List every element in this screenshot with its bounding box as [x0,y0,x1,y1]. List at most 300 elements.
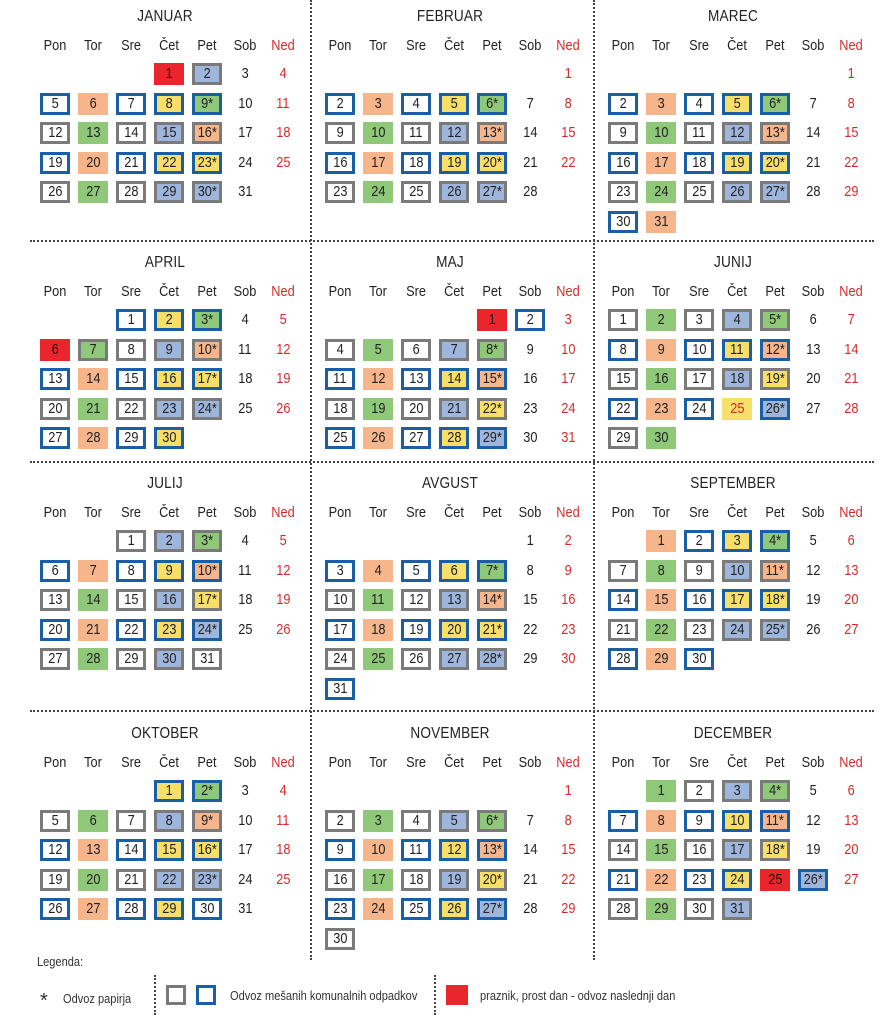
day-header: Pon [611,37,635,54]
month-title: OKTOBER [131,725,199,742]
day-number: 12 [408,591,424,608]
day-cell [230,589,260,611]
day-cell [325,648,355,670]
day-number: 20 [843,841,859,858]
day-cell [684,839,714,861]
day-header: Pet [765,283,785,300]
day-cell [78,839,108,861]
day-number: 21* [482,620,502,638]
day-cell [684,530,714,552]
day-number: 13 [47,370,63,387]
day-cell [154,648,184,670]
day-number: 12 [370,370,386,387]
day-cell [798,530,828,552]
day-cell [553,398,583,420]
day-number: 26 [729,183,745,200]
day-header: Ned [556,37,580,54]
day-header: Tor [84,37,102,54]
day-number: 17* [197,591,217,608]
day-number: 2 [695,782,703,799]
day-cell [154,63,184,85]
holiday-red-box-icon [446,985,468,1005]
day-number: 31 [199,650,215,667]
day-cell [116,648,146,670]
day-cell [608,181,638,203]
day-cell [439,560,469,582]
day-number: 21 [615,620,631,638]
day-number: 2 [165,311,173,328]
day-cell [722,122,752,144]
day-number: 7 [847,311,855,328]
day-cell [684,398,714,420]
day-number: 26 [446,900,462,917]
day-number: 23* [197,153,217,171]
day-cell [477,427,507,449]
day-cell [439,368,469,390]
day-number: 29 [653,650,669,667]
day-number: 11 [238,340,252,358]
day-number: 15 [161,124,177,141]
day-cell [116,339,146,361]
day-number: 20 [85,870,101,888]
day-number: 10 [560,340,576,358]
day-cell [553,619,583,641]
day-number: 22 [123,620,139,638]
day-cell [40,898,70,920]
day-cell [515,648,545,670]
day-number: 11 [409,124,423,141]
day-cell [154,309,184,331]
day-number: 29 [560,900,576,917]
day-number: 2 [564,532,572,549]
day-cell [40,181,70,203]
day-number: 3 [374,94,382,112]
day-cell [646,648,676,670]
day-number: 5 [51,94,59,112]
day-cell [646,93,676,115]
day-number: 5 [279,532,287,549]
day-cell [363,368,393,390]
day-cell [477,398,507,420]
day-number: 29 [161,900,177,917]
day-number: 9 [695,811,703,829]
day-cell [230,398,260,420]
day-cell [798,181,828,203]
day-number: 12 [47,124,63,141]
day-number: 29 [161,183,177,200]
day-number: 15 [560,841,576,858]
day-number: 17 [729,591,745,608]
day-header: Sre [121,283,141,300]
day-number: 24 [332,650,348,667]
day-number: 30 [691,900,707,917]
day-number: 9 [657,340,665,358]
day-cell [230,560,260,582]
day-cell [608,560,638,582]
day-header: Ned [839,754,863,771]
day-cell [78,869,108,891]
day-number: 15 [615,370,631,387]
day-cell [40,869,70,891]
day-cell [477,152,507,174]
day-header: Pet [197,504,217,521]
day-cell [230,93,260,115]
day-number: 4 [374,561,382,579]
day-number: 3 [657,94,665,112]
day-cell [477,309,507,331]
day-cell [401,619,431,641]
day-number: 23 [615,183,631,200]
day-number: 23 [332,183,348,200]
day-cell [477,368,507,390]
day-number: 30 [653,429,669,446]
day-cell [363,427,393,449]
day-number: 19 [446,870,462,888]
day-cell [722,619,752,641]
day-cell [553,839,583,861]
day-number: 16 [653,370,669,387]
day-cell [684,309,714,331]
day-cell [798,589,828,611]
day-number: 28 [522,900,538,917]
day-cell [646,368,676,390]
day-number: 21 [123,153,139,171]
month-title: APRIL [144,254,186,271]
day-cell [608,309,638,331]
day-cell [325,678,355,700]
day-header: Pet [482,754,502,771]
day-number: 11 [730,340,744,358]
day-number: 15* [482,370,502,387]
day-cell [325,122,355,144]
day-cell [78,93,108,115]
day-cell [230,181,260,203]
day-cell [268,839,298,861]
day-cell [836,560,866,582]
day-number: 25 [237,620,253,638]
day-cell [363,589,393,611]
day-number: 4 [279,65,287,82]
day-cell [230,898,260,920]
divider-horizontal-3 [30,710,874,712]
legend-divider-1 [154,975,156,1015]
day-cell [192,810,222,832]
day-cell [78,398,108,420]
day-cell [40,368,70,390]
day-cell [722,93,752,115]
legend-mixed: Odvoz mešanih komunalnih odpadkov [230,988,418,1003]
day-number: 13 [85,841,101,858]
day-number: 17 [370,870,386,888]
day-cell [116,619,146,641]
day-cell [154,619,184,641]
day-cell [325,93,355,115]
day-number: 19 [47,870,63,888]
day-number: 1 [564,65,572,82]
day-cell [836,339,866,361]
day-cell [684,589,714,611]
month-februar [300,8,600,238]
day-number: 24 [237,870,253,888]
day-cell [154,368,184,390]
day-cell [515,339,545,361]
day-cell [268,810,298,832]
day-number: 24 [560,399,576,417]
day-cell [798,619,828,641]
day-cell [646,810,676,832]
day-number: 7 [619,561,627,579]
day-number: 12 [805,811,821,829]
day-header: Pon [43,37,67,54]
day-cell [477,898,507,920]
day-number: 4 [241,532,249,549]
day-cell [268,780,298,802]
day-number: 21 [85,620,101,638]
day-number: 8 [657,561,665,579]
day-cell [477,619,507,641]
day-cell [553,309,583,331]
day-number: 6 [51,561,59,579]
legend-paper [40,986,144,1012]
day-number: 26 [275,620,291,638]
day-number: 16 [560,591,576,608]
day-number: 31 [560,429,576,446]
day-cell [230,780,260,802]
month-julij [15,475,315,705]
day-number: 1 [657,782,665,799]
day-cell [836,93,866,115]
day-cell [722,181,752,203]
day-header: Pet [197,754,217,771]
day-number: 21 [123,870,139,888]
day-cell [116,368,146,390]
day-cell [477,648,507,670]
day-number: 24 [237,153,253,171]
day-number: 27 [85,183,101,200]
day-cell [268,589,298,611]
day-cell [439,810,469,832]
month-title: FEBRUAR [416,8,484,25]
day-cell [553,93,583,115]
day-cell [439,181,469,203]
day-number: 25 [237,399,253,417]
day-header: Sob [801,754,825,771]
day-cell [646,780,676,802]
day-number: 21 [615,870,631,888]
day-cell [515,181,545,203]
day-cell [116,181,146,203]
day-header: Pet [765,37,785,54]
day-header: Ned [839,504,863,521]
day-number: 23 [522,399,538,417]
day-cell [608,589,638,611]
day-header: Čet [444,754,464,771]
day-number: 28 [805,183,821,200]
day-cell [268,122,298,144]
day-cell [401,181,431,203]
day-cell [116,427,146,449]
day-cell [553,810,583,832]
day-number: 27 [408,429,424,446]
day-number: 19 [370,399,386,417]
day-header: Sob [233,754,257,771]
day-number: 6 [89,94,97,112]
day-number: 25 [370,650,386,667]
day-cell [836,869,866,891]
mixed-grey-box-icon [166,985,186,1005]
day-number: 19* [765,370,785,387]
day-number: 8 [564,94,572,112]
day-number: 7 [450,340,458,358]
day-cell [230,839,260,861]
day-cell [760,839,790,861]
day-header: Pet [482,283,502,300]
day-cell [836,810,866,832]
day-cell [40,93,70,115]
day-cell [608,398,638,420]
day-cell [760,368,790,390]
day-number: 5* [768,311,782,328]
day-number: 19 [47,153,63,171]
day-cell [684,869,714,891]
day-cell [553,898,583,920]
day-number: 18 [408,153,424,171]
day-cell [798,339,828,361]
day-cell [760,780,790,802]
day-number: 2 [619,94,627,112]
day-cell [836,309,866,331]
day-number: 25 [275,153,291,171]
day-header: Sre [121,504,141,521]
day-header: Sre [121,37,141,54]
day-number: 1 [127,532,135,549]
day-cell [684,619,714,641]
day-number: 16* [197,841,217,858]
day-number: 27 [446,650,462,667]
day-number: 11* [765,561,785,579]
day-cell [798,560,828,582]
day-cell [722,898,752,920]
day-cell [192,560,222,582]
day-cell [192,869,222,891]
day-number: 28 [843,399,859,417]
day-cell [363,181,393,203]
day-number: 10 [237,811,253,829]
day-header: Sob [233,37,257,54]
day-number: 27* [482,183,502,200]
day-number: 22 [653,870,669,888]
day-number: 21 [522,153,538,171]
day-cell [363,839,393,861]
day-cell [40,589,70,611]
day-cell [722,589,752,611]
day-cell [401,339,431,361]
day-number: 14* [482,591,502,608]
day-number: 5 [733,94,741,112]
day-header: Tor [652,37,670,54]
day-number: 22 [615,399,631,417]
day-cell [608,93,638,115]
day-cell [192,839,222,861]
day-header: Pet [197,37,217,54]
day-number: 24 [370,183,386,200]
day-cell [608,152,638,174]
day-number: 6* [485,811,499,829]
day-number: 8 [127,561,135,579]
day-number: 14 [805,124,821,141]
day-number: 2 [526,311,534,328]
day-cell [722,839,752,861]
day-number: 4 [336,340,344,358]
day-number: 9* [200,94,214,112]
divider-horizontal-1 [30,240,874,242]
day-number: 6* [485,94,499,112]
day-cell [325,810,355,832]
day-number: 28 [615,900,631,917]
day-cell [477,869,507,891]
day-header: Tor [84,754,102,771]
day-header: Sob [801,283,825,300]
day-cell [684,93,714,115]
day-cell [760,93,790,115]
day-number: 12 [446,841,462,858]
day-number: 6 [847,532,855,549]
day-header: Ned [556,754,580,771]
day-cell [553,530,583,552]
day-cell [40,619,70,641]
day-header: Pet [482,37,502,54]
day-number: 8 [657,811,665,829]
day-number: 2 [695,532,703,549]
day-number: 14 [85,370,101,387]
day-cell [439,839,469,861]
day-number: 12* [765,340,785,358]
day-cell [192,648,222,670]
day-cell [836,589,866,611]
day-number: 19 [805,841,821,858]
day-cell [40,839,70,861]
day-cell [684,368,714,390]
day-cell [646,619,676,641]
day-number: 10 [370,124,386,141]
day-number: 14 [522,124,538,141]
day-cell [684,648,714,670]
day-cell [325,839,355,861]
day-number: 7 [526,94,534,112]
day-number: 2 [336,811,344,829]
month-title: MAREC [708,8,758,25]
day-cell [154,810,184,832]
day-cell [192,181,222,203]
day-header: Tor [652,754,670,771]
day-cell [477,810,507,832]
day-number: 31 [332,679,348,697]
day-number: 13* [765,124,785,141]
day-cell [646,589,676,611]
day-number: 9 [695,561,703,579]
day-header: Ned [839,283,863,300]
day-number: 17* [197,370,217,387]
day-number: 20 [47,399,63,417]
day-number: 26* [765,399,785,417]
day-cell [760,309,790,331]
day-header: Pon [611,283,635,300]
day-cell [515,368,545,390]
day-number: 6 [412,340,420,358]
day-cell [78,589,108,611]
day-number: 22 [161,870,177,888]
day-number: 8* [485,340,499,358]
